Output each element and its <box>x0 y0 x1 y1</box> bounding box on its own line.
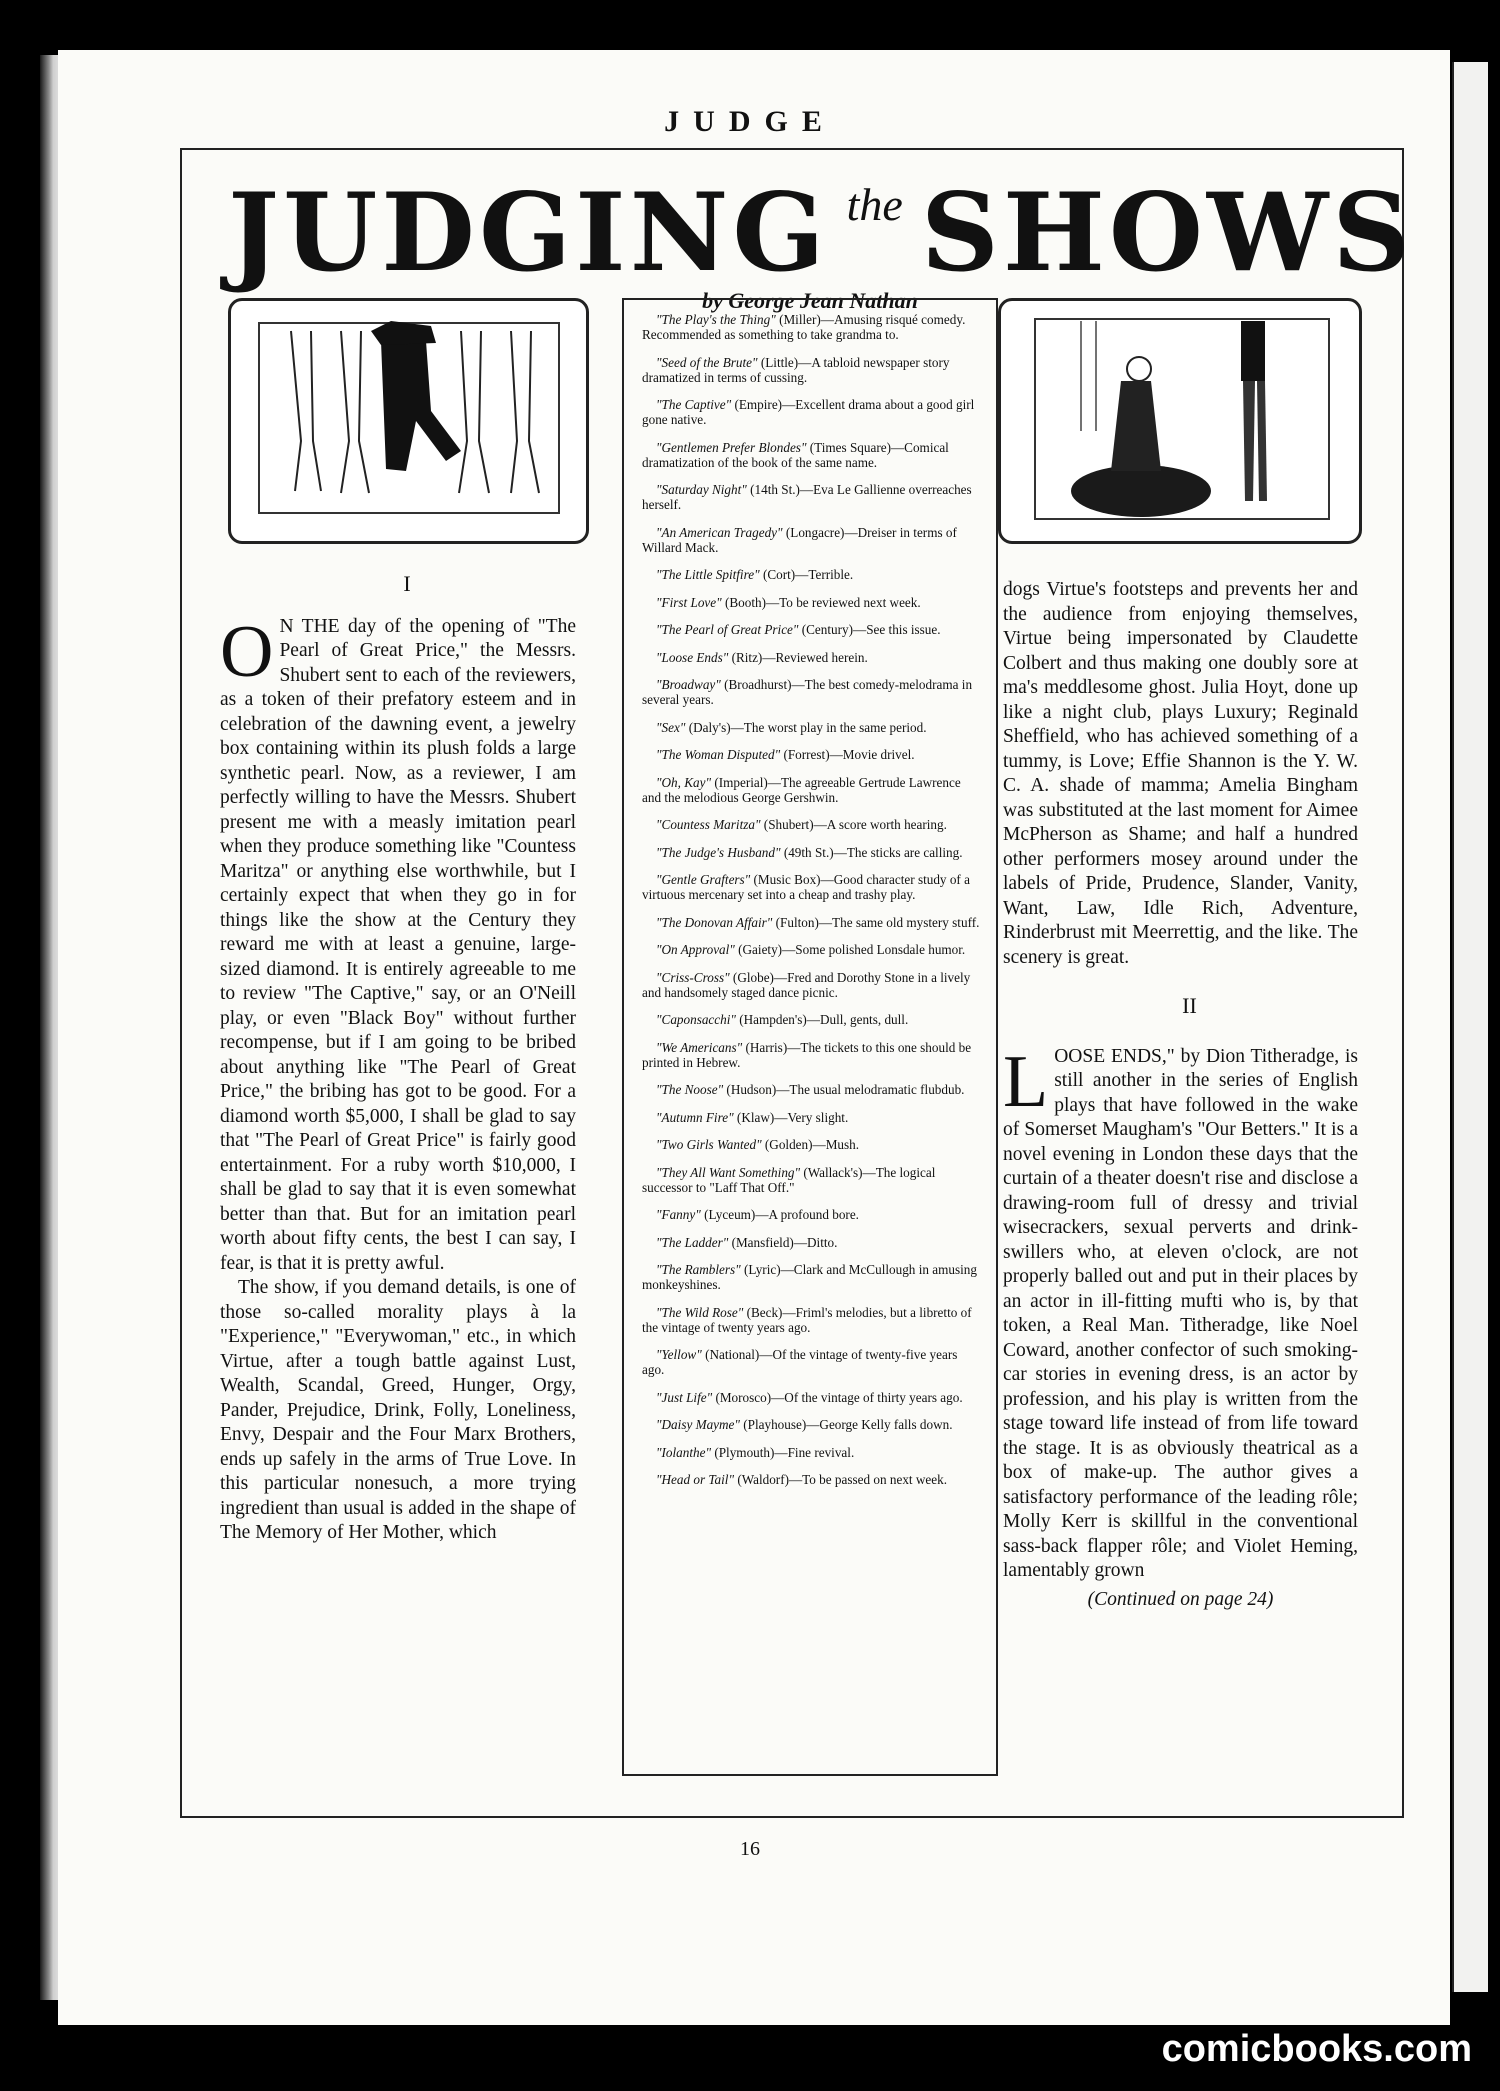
play-note: (Imperial)—The agreeable Gertrude Lawrence and the melodious George Gershwin. <box>642 774 961 805</box>
play-note: (Ritz)—Reviewed herein. <box>728 649 868 665</box>
adjacent-page-edge <box>1452 62 1488 1992</box>
play-listing <box>642 1207 980 1222</box>
play-note: (Forrest)—Movie drivel. <box>780 747 915 762</box>
play-listing <box>642 915 980 930</box>
right-para-2-text: OOSE ENDS," by Dion Titheradge, is still another in the series of English plays that have followed in the wake of Somerset Maugham's "Our Betters." It is a novel evening in London these days that the curtain of a theater doesn't rise and disclose a drawing-room full of dressy and trivial wisecrackers, sexual perverts and drink-swillers who, at eleven o'clock, are not properly balled out and put in their places by an actor in ill-fitting mufti who is, by that token, a Real Man. Titheradge, like Noel Coward, another confector of such smoking-car stories in evening dress, is an actor by profession, and his play is written from the stage toward life instead of from life toward the stage. It is as obviously theatrical as a box of make-up. The author gives a satisfactory performance of the leading rôle; Molly Kerr is skillful in the conventional sass-back flapper rôle; and Violet Heming, lamentably grown <box>1003 1045 1358 1581</box>
play-title: "Oh, Kay" <box>656 774 712 790</box>
play-note: (Wallack's)—The logical successor to "Laff That Off." <box>642 1164 936 1195</box>
play-note: (Times Square)—Comical dramatization of the book of the same name. <box>642 439 949 470</box>
play-title: "The Ramblers" <box>656 1262 741 1277</box>
play-note: (Golden)—Mush. <box>761 1137 860 1152</box>
play-title: "The Judge's Husband" <box>656 844 781 860</box>
play-note: (Hudson)—The usual melodramatic flubdub. <box>723 1082 965 1097</box>
play-note: (Music Box)—Good character study of a virtuous mercenary set into a cheap and trashy play. <box>642 872 970 902</box>
play-title: "We Americans" <box>656 1039 743 1055</box>
play-listing <box>642 747 980 762</box>
play-title: "Broadway" <box>656 677 721 692</box>
play-note: (Cort)—Terrible. <box>759 567 854 582</box>
play-title: "The Ladder" <box>656 1234 729 1250</box>
watermark-logo: comicbooks.com <box>1161 2028 1472 2070</box>
play-listing <box>642 1445 980 1460</box>
play-title: "Yellow" <box>656 1347 702 1362</box>
play-title: "Fanny" <box>656 1207 701 1222</box>
play-note: (Beck)—Friml's melodies, but a libretto of the vintage of twenty years ago. <box>642 1304 972 1335</box>
play-listing <box>642 1235 980 1250</box>
play-listing <box>642 397 980 427</box>
title-part1: JUDGING <box>228 170 829 296</box>
play-listing <box>642 872 980 902</box>
play-title: "The Play's the Thing" <box>656 312 776 327</box>
play-title: "Iolanthe" <box>656 1444 712 1460</box>
cartoon-chorus-legs <box>228 298 589 544</box>
masthead: JUDGE <box>664 105 836 138</box>
article-right-column <box>1003 578 1358 1612</box>
section-heading-2: II <box>1182 993 1197 1018</box>
play-title: "Seed of the Brute" <box>656 354 758 370</box>
play-listing <box>642 525 980 555</box>
play-note: (Daly's)—The worst play in the same period. <box>685 719 927 735</box>
play-note: (Fulton)—The same old mystery stuff. <box>772 914 980 930</box>
play-note: (Plymouth)—Fine revival. <box>711 1444 855 1460</box>
play-note: (Shubert)—A score worth hearing. <box>760 817 947 832</box>
play-title: "Gentle Grafters" <box>656 872 751 887</box>
play-title: "An American Tragedy" <box>656 524 783 540</box>
play-title: "Just Life" <box>656 1389 713 1405</box>
play-note: (Miller)—Amusing risqué comedy. Recommended as something to take grandma to. <box>642 312 966 342</box>
play-listing <box>642 1347 980 1377</box>
section-heading-1: I <box>403 571 411 596</box>
play-listing <box>642 775 980 805</box>
play-note: (Waldorf)—To be passed on next week. <box>734 1472 947 1487</box>
play-listing <box>642 1262 980 1292</box>
play-listing <box>642 440 980 470</box>
play-note: (Empire)—Excellent drama about a good girl gone native. <box>642 397 975 427</box>
title-part2: the <box>846 179 903 230</box>
play-title: "Two Girls Wanted" <box>656 1137 762 1152</box>
play-note: (Gaiety)—Some polished Lonsdale humor. <box>734 942 966 957</box>
play-listing <box>642 845 980 860</box>
dropcap-l: L <box>1003 1040 1049 1123</box>
play-title: "They All Want Something" <box>656 1164 801 1180</box>
right-para-1: dogs Virtue's footsteps and prevents her and the audience from enjoying themselves, Virtue being impersonated by Claudette Colbert and thus making one doubly sore at ma's meddlesome ghost. Julia Hoyt, done up like a night club, plays Luxury; Reginald Sheffield, who has achieved something of a tummy, is Love; Effie Shannon is the Y. W. C. A. shade of mamma; Amelia Bingham was substituted at the last moment for Aimee McPherson as Shame; and half a hundred other performers mosey around under the labels of Pride, Prudence, Slander, Vanity, Want, Law, Idle Rich, Adventure, Rinderbrust mit Meerrettig, and the like. The scenery is great. <box>1003 579 1358 968</box>
play-title: "Countess Maritza" <box>656 817 761 832</box>
play-title: "On Approval" <box>656 942 735 957</box>
play-listing <box>642 1012 980 1027</box>
play-listing <box>642 817 980 832</box>
play-title: "The Noose" <box>656 1082 724 1097</box>
right-para-2 <box>1003 1040 1358 1584</box>
play-listing <box>642 1305 980 1335</box>
left-para-1 <box>220 610 576 1277</box>
play-listing <box>642 1040 980 1070</box>
play-listing <box>642 1417 980 1432</box>
play-title: "Saturday Night" <box>656 482 747 497</box>
play-listing <box>642 942 980 957</box>
play-title: "Head or Tail" <box>656 1472 735 1487</box>
continued-note: (Continued on page 24) <box>1087 1588 1274 1610</box>
play-listing <box>642 1082 980 1097</box>
play-title: "Gentlemen Prefer Blondes" <box>656 439 807 455</box>
play-title: "The Donovan Affair" <box>656 914 773 930</box>
play-note: (Mansfield)—Ditto. <box>728 1234 838 1250</box>
cartoon-woman-on-stairs <box>998 298 1362 544</box>
play-note: (Little)—A tabloid newspaper story dramatized in terms of cussing. <box>642 354 950 385</box>
play-title: "Caponsacchi" <box>656 1012 736 1027</box>
play-listing <box>642 355 980 385</box>
play-note: (Hampden's)—Dull, gents, dull. <box>735 1012 909 1027</box>
play-listing <box>642 1472 980 1487</box>
play-listing <box>642 1165 980 1195</box>
play-note: (Booth)—To be reviewed next week. <box>721 594 921 610</box>
play-listing <box>642 312 980 342</box>
play-title: "Autumn Fire" <box>656 1109 734 1125</box>
play-listing <box>642 1390 980 1405</box>
article-title <box>228 170 1415 298</box>
play-listing <box>642 567 980 582</box>
play-note: (Harris)—The tickets to this one should be printed in Hebrew. <box>642 1039 972 1070</box>
page-number: 16 <box>740 1838 760 1860</box>
play-note: (Lyric)—Clark and McCullough in amusing monkeyshines. <box>642 1262 977 1292</box>
play-note: (National)—Of the vintage of twenty-five years ago. <box>642 1347 958 1377</box>
play-note: (Lyceum)—A profound bore. <box>700 1207 859 1222</box>
play-listing <box>642 482 980 512</box>
play-listing <box>642 677 980 707</box>
play-note: (14th St.)—Eva Le Gallienne overreaches herself. <box>642 482 972 512</box>
play-note: (49th St.)—The sticks are calling. <box>780 844 963 860</box>
play-note: (Century)—See this issue. <box>798 622 941 637</box>
play-listing <box>642 720 980 735</box>
byline: by George Jean Nathan <box>702 288 918 313</box>
play-title: "The Little Spitfire" <box>656 567 760 582</box>
play-note: (Broadhurst)—The best comedy-melodrama in several years. <box>642 677 973 707</box>
play-note: (Globe)—Fred and Dorothy Stone in a lively and handsomely staged dance picnic. <box>642 969 971 1000</box>
play-title: "The Wild Rose" <box>656 1304 744 1320</box>
play-listing <box>642 650 980 665</box>
play-title: "Criss-Cross" <box>656 969 730 985</box>
play-title: "The Pearl of Great Price" <box>656 622 799 637</box>
play-title: "First Love" <box>656 594 722 610</box>
title-part3: SHOWS <box>920 170 1415 296</box>
play-note: (Morosco)—Of the vintage of thirty years ago. <box>712 1389 963 1405</box>
play-note: (Longacre)—Dreiser in terms of Willard Mack. <box>642 524 957 555</box>
play-note: (Klaw)—Very slight. <box>733 1109 849 1125</box>
play-listing <box>642 1137 980 1152</box>
play-listing <box>642 970 980 1000</box>
play-listing <box>642 1110 980 1125</box>
play-title: "Daisy Mayme" <box>656 1417 740 1432</box>
play-listing <box>642 595 980 610</box>
play-listings-box <box>622 298 998 1776</box>
left-lead-text: N THE day of the opening of "The Pearl of Great Price," the Messrs. Shubert sent to each of the reviewers, as a token of their prefatory esteem and in celebration of the dawning event, a jewelry box containing within its plush folds a large synthetic pearl. Now, as a reviewer, I am perfectly willing to have the Messrs. Shubert present me with a measly imitation pearl when they produce something like "Countess Maritza" or anything else worthwhile, but I certainly expect that when they go in for things like the show at the Century they reward me with at least a genuine, large-sized diamond. It is entirely agreeable to me to review "The Captive," say, or an O'Neill play, or even "Black Boy" without further recompense, but if I am going to be bribed about anything like "The Pearl of Great Price," the bribing has got to be good. For a diamond worth $5,000, I shall be glad to say that "The Pearl of Great Price" is fairly good entertainment. For a ruby worth $10,000, I shall be glad to say that it is even somewhat better than that. But for an imitation pearl worth about fifty cents, the best I can say, I fear, is that it is pretty awful. <box>220 615 576 1274</box>
play-title: "Sex" <box>656 719 686 735</box>
left-para-2: The show, if you demand details, is one of those so-called morality plays à la "Experience," "Everywoman," etc., in which Virtue, after a tough battle against Lust, Wealth, Scandal, Greed, Hunger, Orgy, Pander, Prejudice, Drink, Folly, Loneliness, Envy, Despair and the Four Marx Brothers, ends up safely in the arms of True Love. In this particular nonesuch, a more trying ingredient than usual is added in the shape of The Memory of Her Mother, which <box>220 1277 576 1543</box>
dropcap-o: O <box>220 610 274 693</box>
play-title: "Loose Ends" <box>656 649 729 665</box>
play-title: "The Captive" <box>656 397 732 412</box>
play-title: "The Woman Disputed" <box>656 747 781 762</box>
play-listing <box>642 622 980 637</box>
play-note: (Playhouse)—George Kelly falls down. <box>739 1417 953 1432</box>
article-left-column <box>220 572 576 1546</box>
